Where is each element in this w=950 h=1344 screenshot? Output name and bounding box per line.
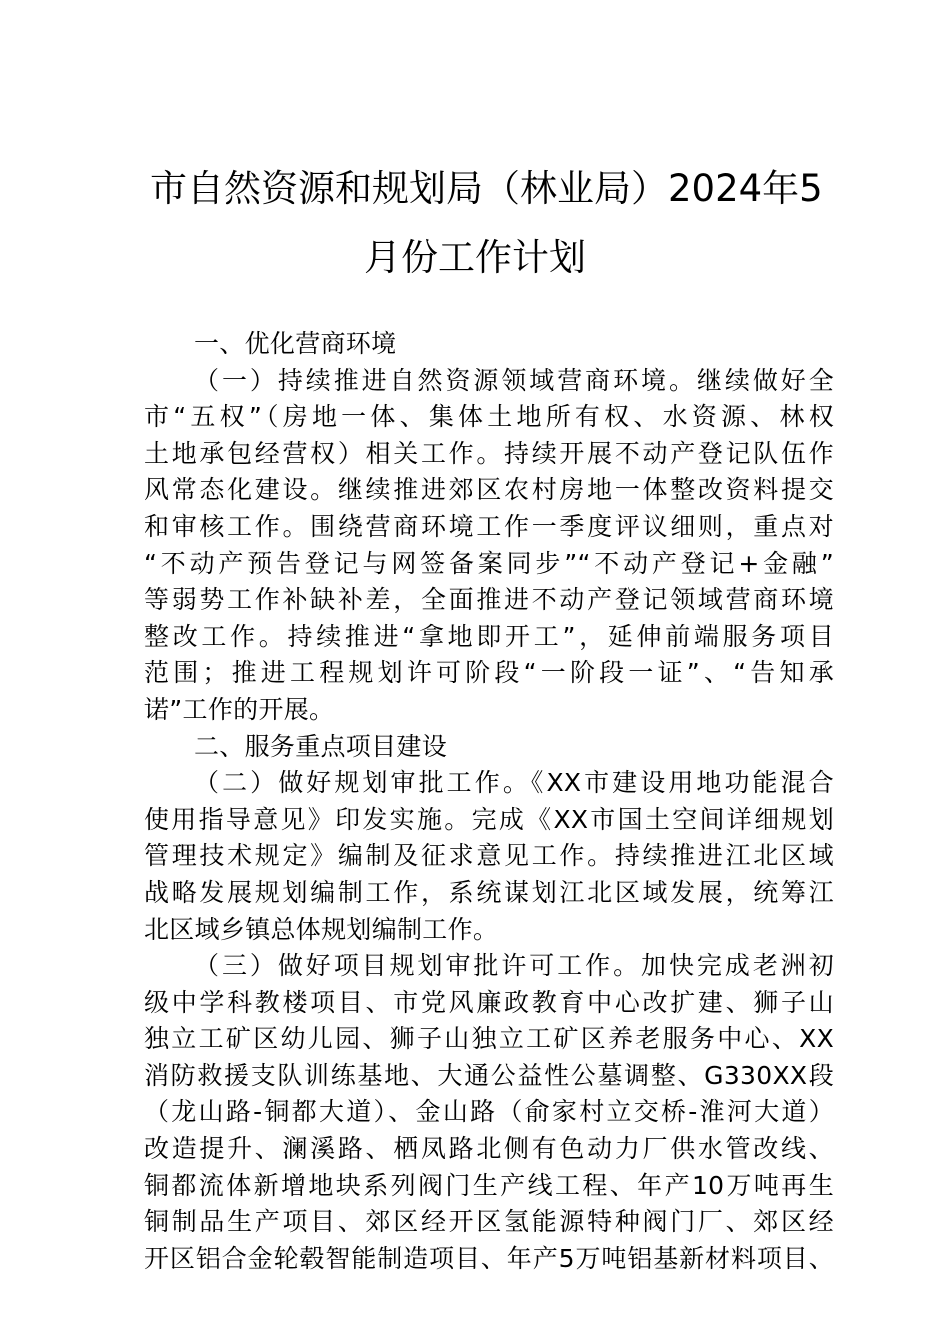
body-line: 二、服务重点项目建设 — [194, 731, 448, 761]
body-line: 改造提升、澜溪路、栖凤路北侧有色动力厂供水管改线、 — [144, 1134, 834, 1164]
body-line: 整改工作。持续推进“拿地即开工”，延伸前端服务项目 — [144, 621, 834, 651]
body-line: 级中学科教楼项目、市党风廉政教育中心改扩建、狮子山 — [144, 987, 834, 1017]
document-title-line-1: 市自然资源和规划局（林业局）2024年5 — [150, 167, 823, 210]
body-line: 和审核工作。围绕营商环境工作一季度评议细则，重点对 — [144, 511, 834, 541]
body-line: （龙山路-铜都大道）、金山路（俞家村立交桥-淮河大道） — [144, 1097, 834, 1127]
body-line: 战略发展规划编制工作，系统谋划江北区域发展，统筹江 — [144, 877, 834, 907]
body-line: 诺”工作的开展。 — [144, 694, 335, 724]
body-line: 土地承包经营权）相关工作。持续开展不动产登记队伍作 — [144, 438, 834, 468]
body-line: 风常态化建设。继续推进郊区农村房地一体整改资料提交 — [144, 475, 834, 505]
body-line: 开区铝合金轮毂智能制造项目、年产5万吨铝基新材料项目、 — [144, 1243, 834, 1273]
body-line: 北区域乡镇总体规划编制工作。 — [144, 914, 499, 944]
body-line: “不动产预告登记与网签备案同步”“不动产登记+金融” — [144, 548, 834, 578]
body-line: 市“五权”（房地一体、集体土地所有权、水资源、林权 — [144, 402, 834, 432]
body-line: 独立工矿区幼儿园、狮子山独立工矿区养老服务中心、XX — [144, 1024, 834, 1054]
body-line: （一）持续推进自然资源领域营商环境。继续做好全 — [194, 365, 834, 395]
body-line: 消防救援支队训练基地、大通公益性公墓调整、G330XX段 — [144, 1060, 834, 1090]
document-title-line-2: 月份工作计划 — [364, 236, 586, 279]
body-line: 一、优化营商环境 — [194, 329, 397, 358]
body-line: 使用指导意见》印发实施。完成《XX市国土空间详细规划 — [144, 804, 834, 834]
body-line: （二）做好规划审批工作。《XX市建设用地功能混合 — [194, 768, 834, 798]
body-line: 管理技术规定》编制及征求意见工作。持续推进江北区域 — [144, 841, 834, 871]
document-body — [144, 326, 834, 1277]
body-line: 铜制品生产项目、郊区经开区氢能源特种阀门厂、郊区经 — [144, 1207, 834, 1237]
body-line: 等弱势工作补缺补差，全面推进不动产登记领域营商环境 — [144, 585, 834, 615]
body-line: 范围；推进工程规划许可阶段“一阶段一证”、“告知承 — [144, 658, 834, 688]
body-line: （三）做好项目规划审批许可工作。加快完成老洲初 — [194, 951, 834, 981]
body-line: 铜都流体新增地块系列阀门生产线工程、年产10万吨再生 — [144, 1170, 834, 1200]
